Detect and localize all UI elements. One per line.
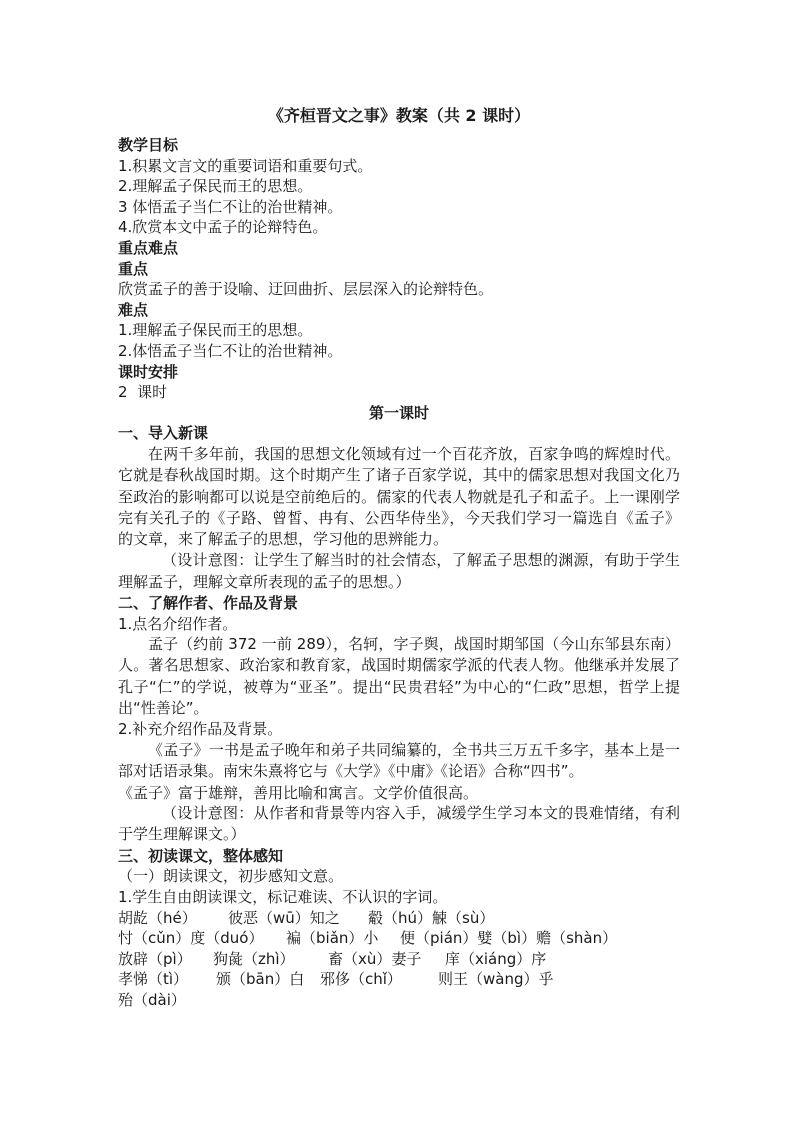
pinyin-word: 畜（xù）妻子 [328,949,422,968]
schedule-heading: 课时安排 [118,362,179,381]
pinyin-row [118,949,680,970]
pinyin-row [118,990,680,1011]
pinyin-word: 狗彘（zhì） [213,949,295,968]
document-body [118,104,680,1010]
section3-subheading: （一）朗读课文，初步感知文意。 [118,867,344,886]
focus-heading: 重点 [118,259,149,278]
section1-heading: 一、导入新课 [118,424,209,443]
pinyin-word: 邪侈（chǐ） [320,970,402,989]
pinyin-word: 放辟（pì） [118,949,192,968]
pinyin-word: 彼恶（wū）知之 [228,908,340,927]
pinyin-row [118,928,680,949]
keypoints-heading: 重点难点 [118,238,179,257]
section2-line3: 《孟子》富于雄辩，善用比喻和寓言。文学价值很高。 [118,783,479,802]
difficulty-item: 2.体悟孟子当仁不让的治世精神。 [118,341,343,360]
pinyin-word: 颁（bān）白 [216,970,305,989]
section2-item2: 2.补充介绍作品及背景。 [118,720,283,739]
goal-item: 3 体悟孟子当仁不让的治世精神。 [118,197,343,216]
document-title: 《齐桓晋文之事》教案（共 2 课时） [267,106,531,125]
pinyin-word: 觳（hú）觫（sù） [368,908,495,927]
section2-heading: 二、了解作者、作品及背景 [118,593,299,612]
section2-design-note: （设计意图：从作者和背景等内容入手，减缓学生学习本文的畏难情绪，有利于学生理解课文。） [118,804,680,844]
goal-item: 1.积累文言文的重要词语和重要句式。 [118,156,373,175]
schedule-text: 2 课时 [118,383,168,402]
section2-work-paragraph: 《孟子》一书是孟子晚年和弟子共同编纂的，全书共三万五千多字，基本上是一部对话语录集。南宋朱熹将它与《大学》《中庸》《论语》合称“四书”。 [118,740,680,781]
pinyin-word: 忖（cǔn）度（duó） [118,929,264,948]
difficulty-heading: 难点 [118,300,149,319]
section1-paragraph: 在两千多年前，我国的思想文化领域有过一个百花齐放，百家争鸣的辉煌时代。它就是春秋战国时期。这个时期产生了诸子百家学说，其中的儒家思想对我国文化乃至政治的影响都可以说是空前绝后的。儒家的代表人物就是孔子和孟子。上一课刚学完有关孔子的《子路、曾皙、冉有、公西华侍坐》，今天我们学习一篇选自《孟子》的文章，来了解孟子的思想，学习他的思辨能力。 [118,444,680,549]
pinyin-word: 则王（wàng）乎 [438,970,554,989]
lesson1-heading: 第一课时 [368,403,429,422]
pinyin-row [118,908,680,929]
section2-author-paragraph: 孟子（约前 372 一前 289），名轲，字子舆，战国时期邹国（今山东邹县东南）人。著名思想家、政治家和教育家，战国时期儒家学派的代表人物。他继承并发展了孔子“仁”的学说，被尊为“亚圣”。提出“民贵君轻”为中心的“仁政”思想，哲学上提出“性善论”。 [118,635,680,718]
focus-text: 欣赏孟子的善于设喻、迂回曲折、层层深入的论辩特色。 [118,280,494,299]
goal-item: 4.欣赏本文中孟子的论辩特色。 [118,218,328,237]
pinyin-word: 胡龁（hé） [118,908,197,927]
section3-item1: 1.学生自由朗读课文，标记难读、不认识的字词。 [118,887,448,906]
section1-design-note: （设计意图：让学生了解当时的社会情态，了解孟子思想的渊源，有助于学生理解孟子，理解文章所表现的孟子的思想。） [118,551,680,591]
section3-heading: 三、初读课文，整体感知 [118,846,284,865]
pinyin-word: 殆（dài） [118,990,186,1009]
pinyin-word: 褊（biǎn）小 [286,929,379,948]
pinyin-word: 庠（xiáng）序 [445,949,547,968]
pinyin-word: 孝悌（tì） [118,970,189,989]
pinyin-word: 便（pián）嬖（bì）赡（shàn） [400,929,618,948]
goal-item: 2.理解孟子保民而王的思想。 [118,177,313,196]
difficulty-item: 1.理解孟子保民而王的思想。 [118,321,313,340]
goals-heading: 教学目标 [118,136,179,154]
pinyin-row [118,969,680,990]
section2-item1: 1.点名介绍作者。 [118,614,238,633]
